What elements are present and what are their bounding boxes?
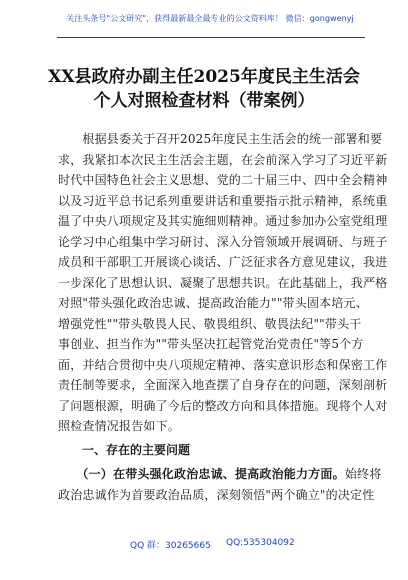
body-line: 温了中央八项规定及其实施细则精神。通过参加办公室党组理	[58, 214, 388, 228]
body-line: 政治忠诚作为首要政治品质，深刻领悟"两个确立"的决定性	[58, 488, 375, 502]
footer-qq-group: QQ 群：30265665	[130, 541, 211, 551]
body-line: 成员和干部职工开展谈心谈话、广泛征求各方意见建议，我进	[58, 255, 388, 269]
subsection-text: 始终将	[344, 467, 382, 481]
body-line: 事创业、担当作为""带头坚决扛起管党治党责任"等5个方	[58, 337, 364, 351]
body-line: 了问题根源，明确了今后的整改方向和具体措施。现将个人对	[58, 398, 388, 413]
body-line: 时代中国特色社会主义思想、党的二十届三中、四中全会精神	[58, 173, 388, 187]
header-divider	[57, 37, 365, 38]
body-line: 增强党性""带头敬畏人民、敬畏组织、敬畏法纪""带头干	[58, 316, 362, 331]
body-line: 一步深化了思想认识、凝聚了思想共识。在此基础上，我严格	[58, 275, 388, 290]
header-banner: 关注头条号"公文研究"，获得最新最全最专业的公文资料库！ 微信：gongwenyj	[66, 14, 354, 23]
body-line: 根据县委关于召开2025年度民主生活会的统一部署和要	[58, 132, 383, 146]
document-title-line-2: 个人对照检查材料（带案例）	[93, 91, 315, 111]
body-line: 面，并结合贯彻中央八项规定精神、落实意识形态和保密工作	[58, 357, 388, 372]
document-title-line-1: XX县政府办副主任2025年度民主生活会	[48, 67, 360, 87]
body-line: 责任制等要求，全面深入地查摆了自身存在的问题，深刻剖析	[58, 378, 388, 392]
section-heading: 一、存在的主要问题	[58, 443, 191, 457]
body-line: 以及习近平总书记系列重要讲话和重要指示批示精神，系统重	[58, 193, 388, 208]
subsection-label: （一）在带头强化政治忠诚、提高政治能力方面。	[58, 467, 345, 481]
body-line: 照检查情况报告如下。	[58, 419, 181, 433]
body-line: 求，我紧扣本次民主生活会主题，在会前深入学习了习近平新	[58, 152, 388, 167]
body-line: 对照"带头强化政治忠诚、提高政治能力""带头固本培元、	[58, 296, 368, 310]
footer-qq-contact: QQ:535304092	[226, 538, 295, 548]
body-line: 论学习中心组集中学习研讨、深入分管领域开展调研、与班子	[58, 234, 388, 249]
subsection-line	[58, 464, 382, 485]
